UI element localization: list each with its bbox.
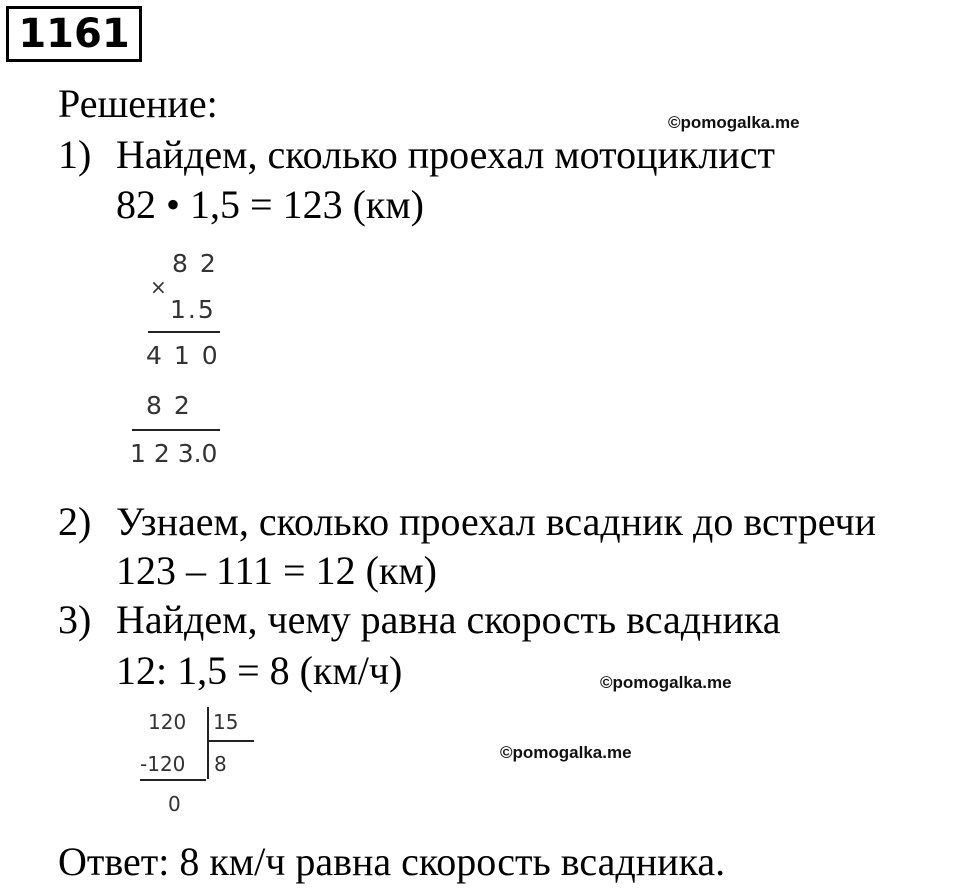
step-3-formula: 12: 1,5 = 8 (км/ч) (116, 648, 403, 693)
division-vertical-line (207, 707, 209, 779)
multiplier: 1.5 (170, 295, 216, 324)
quotient: 8 (214, 752, 227, 776)
dividend: 120 (148, 710, 187, 734)
watermark: ©pomogalka.me (500, 743, 632, 762)
multiplication-line-1 (148, 331, 220, 333)
divisor-line (208, 740, 254, 742)
step-1-number: 1) (58, 132, 92, 177)
step-1-text: Найдем, сколько проехал мотоциклист (116, 132, 775, 177)
division-line (140, 779, 206, 781)
multiplication-line-2 (132, 429, 220, 431)
task-number: 1161 (6, 6, 142, 62)
step-2-text: Узнаем, сколько проехал всадник до встречи (116, 499, 876, 544)
step-3-text: Найдем, чему равна скорость всадника (116, 597, 781, 642)
watermark: ©pomogalka.me (668, 113, 800, 132)
solution-heading: Решение: (58, 81, 218, 126)
divisor: 15 (213, 710, 239, 734)
step-1-formula: 82 • 1,5 = 123 (км) (116, 182, 424, 227)
multiplicand: 8 2 (172, 249, 218, 278)
step-3-number: 3) (58, 597, 92, 642)
answer-text: Ответ: 8 км/ч равна скорость всадника. (58, 839, 726, 884)
watermark: ©pomogalka.me (600, 673, 732, 692)
step-2-formula: 123 – 111 = 12 (км) (116, 548, 437, 593)
partial-product-2: 8 2 (146, 391, 192, 420)
product-result: 1 2 3.0 (130, 439, 218, 468)
remainder: 0 (168, 792, 181, 816)
multiply-sign: × (150, 275, 169, 299)
partial-product-1: 4 1 0 (146, 341, 220, 370)
step-2-number: 2) (58, 499, 92, 544)
subtrahend: -120 (140, 752, 186, 776)
